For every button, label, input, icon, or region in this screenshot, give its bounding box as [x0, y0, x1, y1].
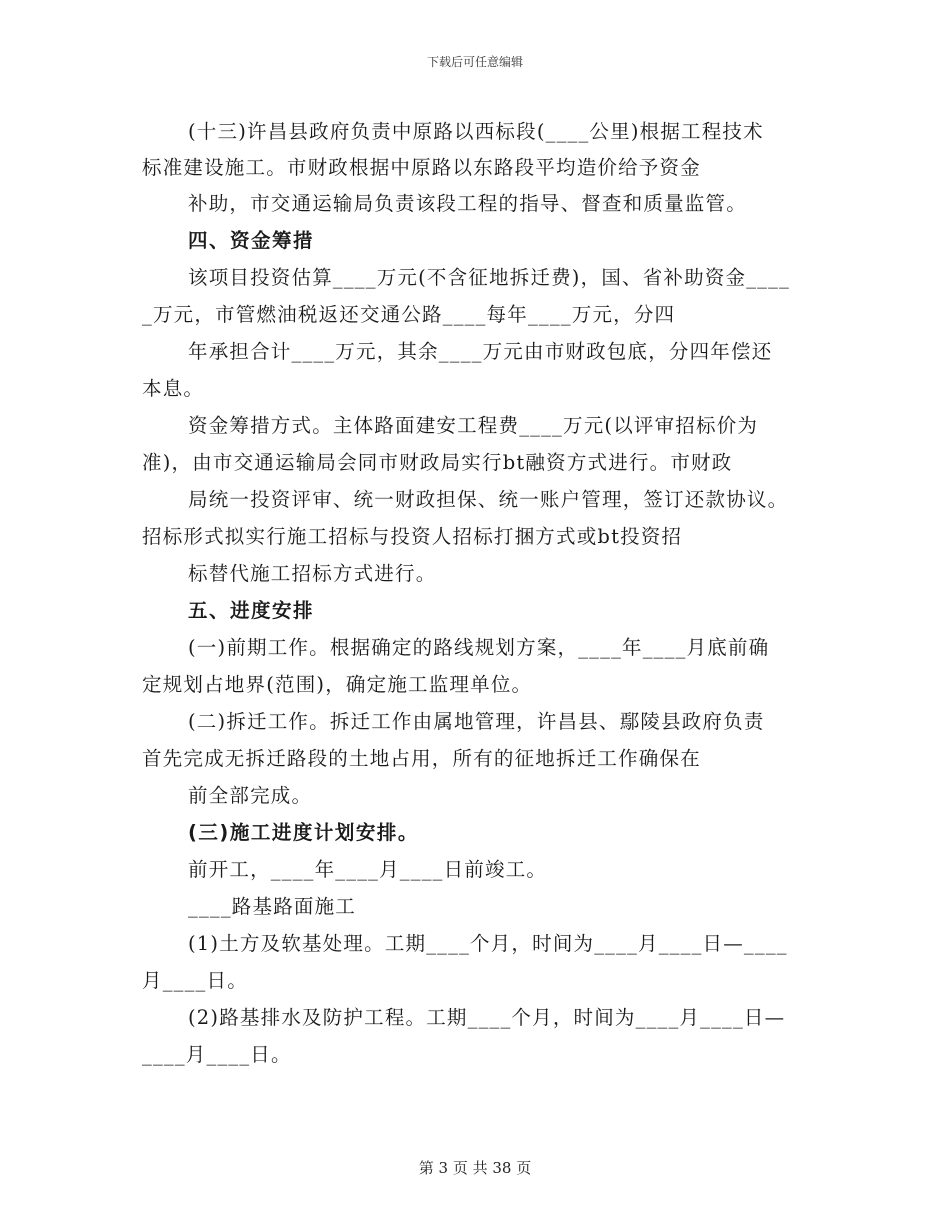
paragraph-line: 招标形式拟实行施工招标与投资人招标打捆方式或bt投资招 [142, 525, 683, 548]
paragraph-line: 年承担合计____万元，其余____万元由市财政包底，分四年偿还 [188, 340, 773, 363]
paragraph-line: (2)路基排水及防护工程。工期____个月，时间为____月____日— [188, 1006, 786, 1029]
paragraph-line: 准)，由市交通运输局会同市财政局实行bt融资方式进行。市财政 [142, 451, 733, 474]
paragraph-line: 前全部完成。 [188, 784, 313, 807]
paragraph-line: 标准建设施工。市财政根据中原路以东路段平均造价给予资金 [142, 156, 701, 179]
page-header: 下载后可任意编辑 [426, 55, 523, 69]
paragraph-line: _万元，市管燃油税返还交通公路____每年____万元，分四 [142, 303, 676, 326]
paragraph-line: 首先完成无拆迁路段的土地占用，所有的征地拆迁工作确保在 [142, 747, 701, 770]
paragraph-line: 该项目投资估算____万元(不含征地拆迁费)，国、省补助资金____ [188, 266, 791, 289]
subsection-heading: (三)施工进度计划安排。 [188, 821, 419, 844]
paragraph-line: (二)拆迁工作。拆迁工作由属地管理，许昌县、鄢陵县政府负责 [188, 710, 765, 733]
paragraph-line: ____路基路面施工 [188, 895, 357, 918]
paragraph-line: 定规划占地界(范围)，确定施工监理单位。 [142, 673, 533, 696]
paragraph-line: (一)前期工作。根据确定的路线规划方案，____年____月底前确 [188, 636, 770, 659]
paragraph-line: 本息。 [142, 377, 205, 400]
paragraph-line: 前开工，____年____月____日前竣工。 [188, 858, 548, 881]
paragraph-line: 标替代施工招标方式进行。 [188, 562, 437, 585]
paragraph-line: 资金筹措方式。主体路面建安工程费____万元(以评审招标价为 [188, 414, 759, 437]
section-heading: 四、资金筹措 [188, 229, 315, 252]
page-number-footer: 第 3 页 共 38 页 [418, 1159, 532, 1177]
paragraph-line: (十三)许昌县政府负责中原路以西标段(____公里)根据工程技术 [188, 120, 764, 143]
paragraph-line: ____月____日。 [142, 1043, 292, 1066]
paragraph-line: 月____日。 [142, 969, 248, 992]
paragraph-line: 局统一投资评审、统一财政担保、统一账户管理，签订还款协议。 [188, 488, 789, 511]
paragraph-line: (1)土方及软基处理。工期____个月，时间为____月____日—____ [188, 932, 788, 955]
paragraph-line: 补助，市交通运输局负责该段工程的指导、督查和质量监管。 [188, 192, 747, 215]
section-heading: 五、进度安排 [188, 599, 315, 622]
